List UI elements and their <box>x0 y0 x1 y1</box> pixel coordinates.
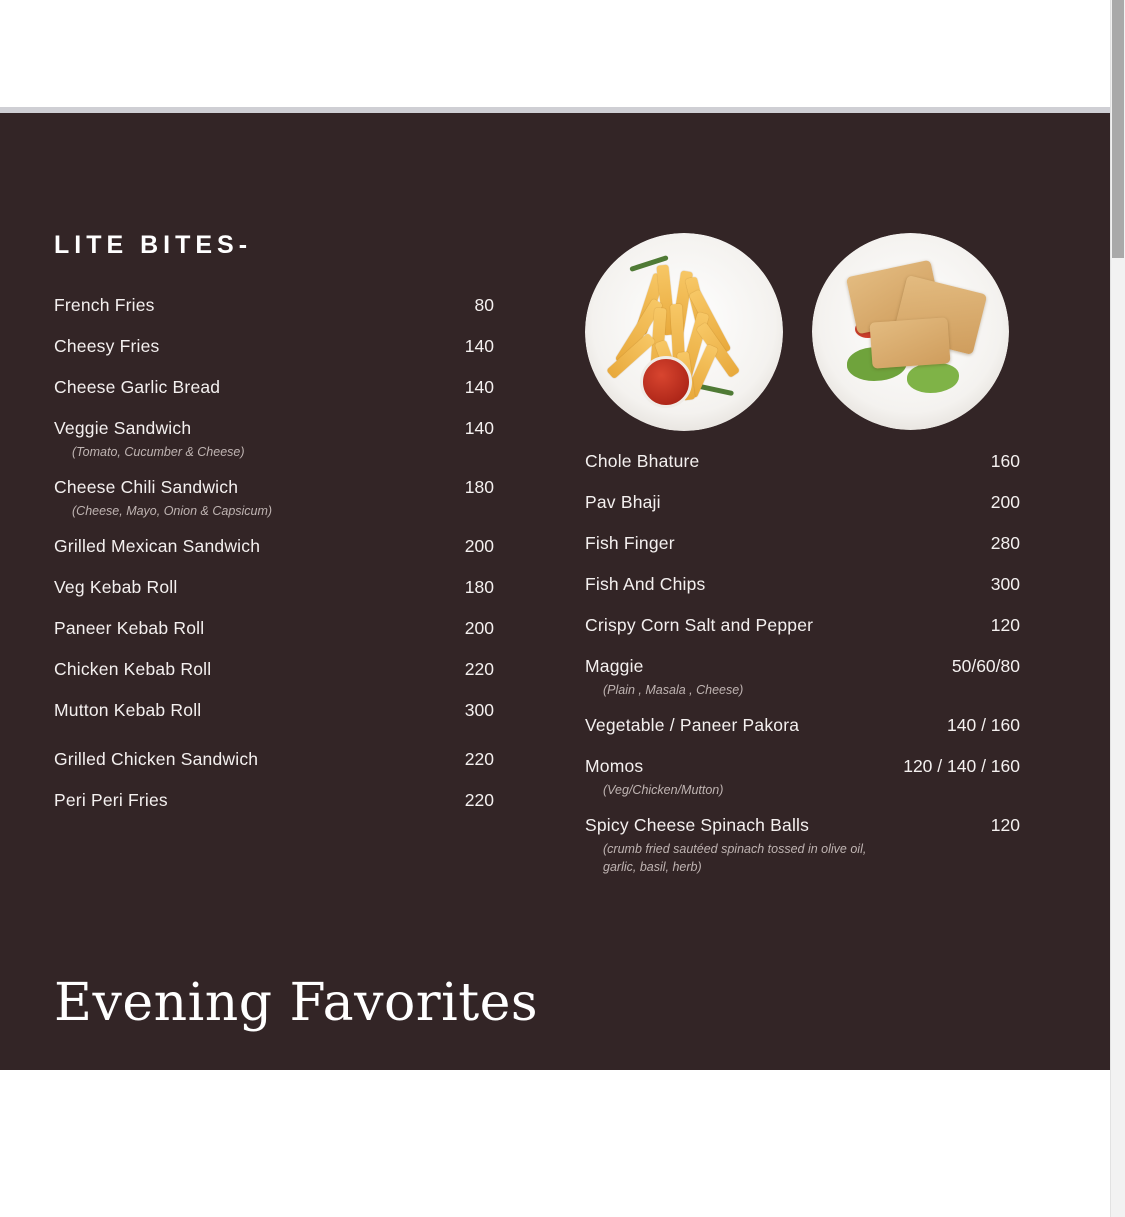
menu-item <box>54 295 494 316</box>
menu-item <box>54 377 494 398</box>
menu-item-name: Cheese Garlic Bread <box>54 377 221 397</box>
club-sandwich-plate-image <box>812 233 1009 430</box>
page-title: LITE BITES- <box>54 231 253 259</box>
french-fries-plate-image <box>585 233 783 431</box>
menu-item <box>54 659 494 680</box>
menu-item-price: 200 <box>464 536 494 557</box>
menu-item-price: 50/60/80 <box>951 656 1020 676</box>
menu-item-price: 180 <box>464 577 494 598</box>
menu-item <box>585 533 1020 554</box>
menu-left-column <box>54 295 494 825</box>
menu-item <box>585 656 1020 677</box>
menu-item-price: 80 <box>474 295 494 315</box>
menu-item-name: Cheese Chili Sandwich <box>54 477 239 498</box>
menu-item <box>54 618 494 639</box>
menu-item-name: French Fries <box>54 295 155 315</box>
menu-item-price: 220 <box>464 790 494 811</box>
menu-item-name: Peri Peri Fries <box>54 790 168 811</box>
menu-item-name: Fish And Chips <box>585 574 706 594</box>
menu-item <box>585 574 1020 595</box>
menu-item-name: Veg Kebab Roll <box>54 577 178 598</box>
menu-item-name: Chicken Kebab Roll <box>54 659 212 680</box>
menu-item <box>54 477 494 498</box>
menu-item-name: Pav Bhaji <box>585 492 661 512</box>
menu-item-price: 300 <box>990 574 1020 594</box>
menu-item-price: 120 <box>990 615 1020 635</box>
plate-shape <box>585 233 783 431</box>
menu-item <box>585 492 1020 513</box>
menu-item-name: Spicy Cheese Spinach Balls <box>585 815 810 836</box>
menu-item <box>54 790 494 811</box>
menu-item-price: 200 <box>464 618 494 639</box>
menu-item-name: Cheesy Fries <box>54 336 160 356</box>
menu-item-name: Vegetable / Paneer Pakora <box>585 715 800 736</box>
menu-item <box>585 815 1020 836</box>
ketchup-dip-icon <box>640 356 692 408</box>
menu-item-name: Chole Bhature <box>585 451 700 471</box>
menu-item-description: (crumb fried sautéed spinach tossed in olive oil, garlic, basil, herb) <box>603 842 867 875</box>
menu-item-name: Grilled Chicken Sandwich <box>54 749 259 770</box>
menu-item <box>585 615 1020 636</box>
menu-item-price: 140 <box>464 377 494 397</box>
menu-item-name: Momos <box>585 756 644 777</box>
menu-item-description: (Cheese, Mayo, Onion & Capsicum) <box>72 504 273 519</box>
menu-item <box>54 336 494 357</box>
menu-item <box>585 756 1020 777</box>
menu-item-price: 180 <box>464 477 494 498</box>
menu-item-description: (Veg/Chicken/Mutton) <box>603 783 724 798</box>
menu-item-price: 120 / 140 / 160 <box>903 756 1020 777</box>
menu-item-name: Maggie <box>585 656 644 676</box>
menu-item-name: Paneer Kebab Roll <box>54 618 205 639</box>
menu-item-price: 140 <box>464 418 494 438</box>
menu-item <box>585 715 1020 736</box>
menu-right-column <box>585 451 1020 893</box>
menu-item-name: Veggie Sandwich <box>54 418 192 438</box>
menu-item <box>54 536 494 557</box>
menu-item <box>54 577 494 598</box>
menu-item-name: Crispy Corn Salt and Pepper <box>585 615 814 635</box>
menu-item <box>54 749 494 770</box>
menu-item-name: Mutton Kebab Roll <box>54 700 202 721</box>
menu-card <box>0 113 1110 1070</box>
menu-item-price: 140 <box>464 336 494 356</box>
vertical-scrollbar[interactable] <box>1110 0 1125 1217</box>
menu-item-price: 200 <box>990 492 1020 512</box>
menu-item-price: 120 <box>990 815 1020 836</box>
scrollbar-thumb[interactable] <box>1112 0 1124 258</box>
menu-item-description: (Tomato, Cucumber & Cheese) <box>72 445 245 459</box>
evening-favorites-heading: Evening Favorites <box>54 973 539 1033</box>
menu-item-price: 300 <box>464 700 494 721</box>
menu-item-price: 160 <box>990 451 1020 471</box>
menu-item-name: Fish Finger <box>585 533 675 553</box>
menu-item-description: (Plain , Masala , Cheese) <box>603 683 744 697</box>
menu-item-price: 280 <box>990 533 1020 553</box>
menu-item-name: Grilled Mexican Sandwich <box>54 536 261 557</box>
menu-item <box>54 700 494 721</box>
menu-item <box>585 451 1020 472</box>
menu-item-price: 220 <box>464 659 494 680</box>
menu-item-price: 140 / 160 <box>947 715 1020 736</box>
menu-item <box>54 418 494 439</box>
menu-item-price: 220 <box>464 749 494 770</box>
